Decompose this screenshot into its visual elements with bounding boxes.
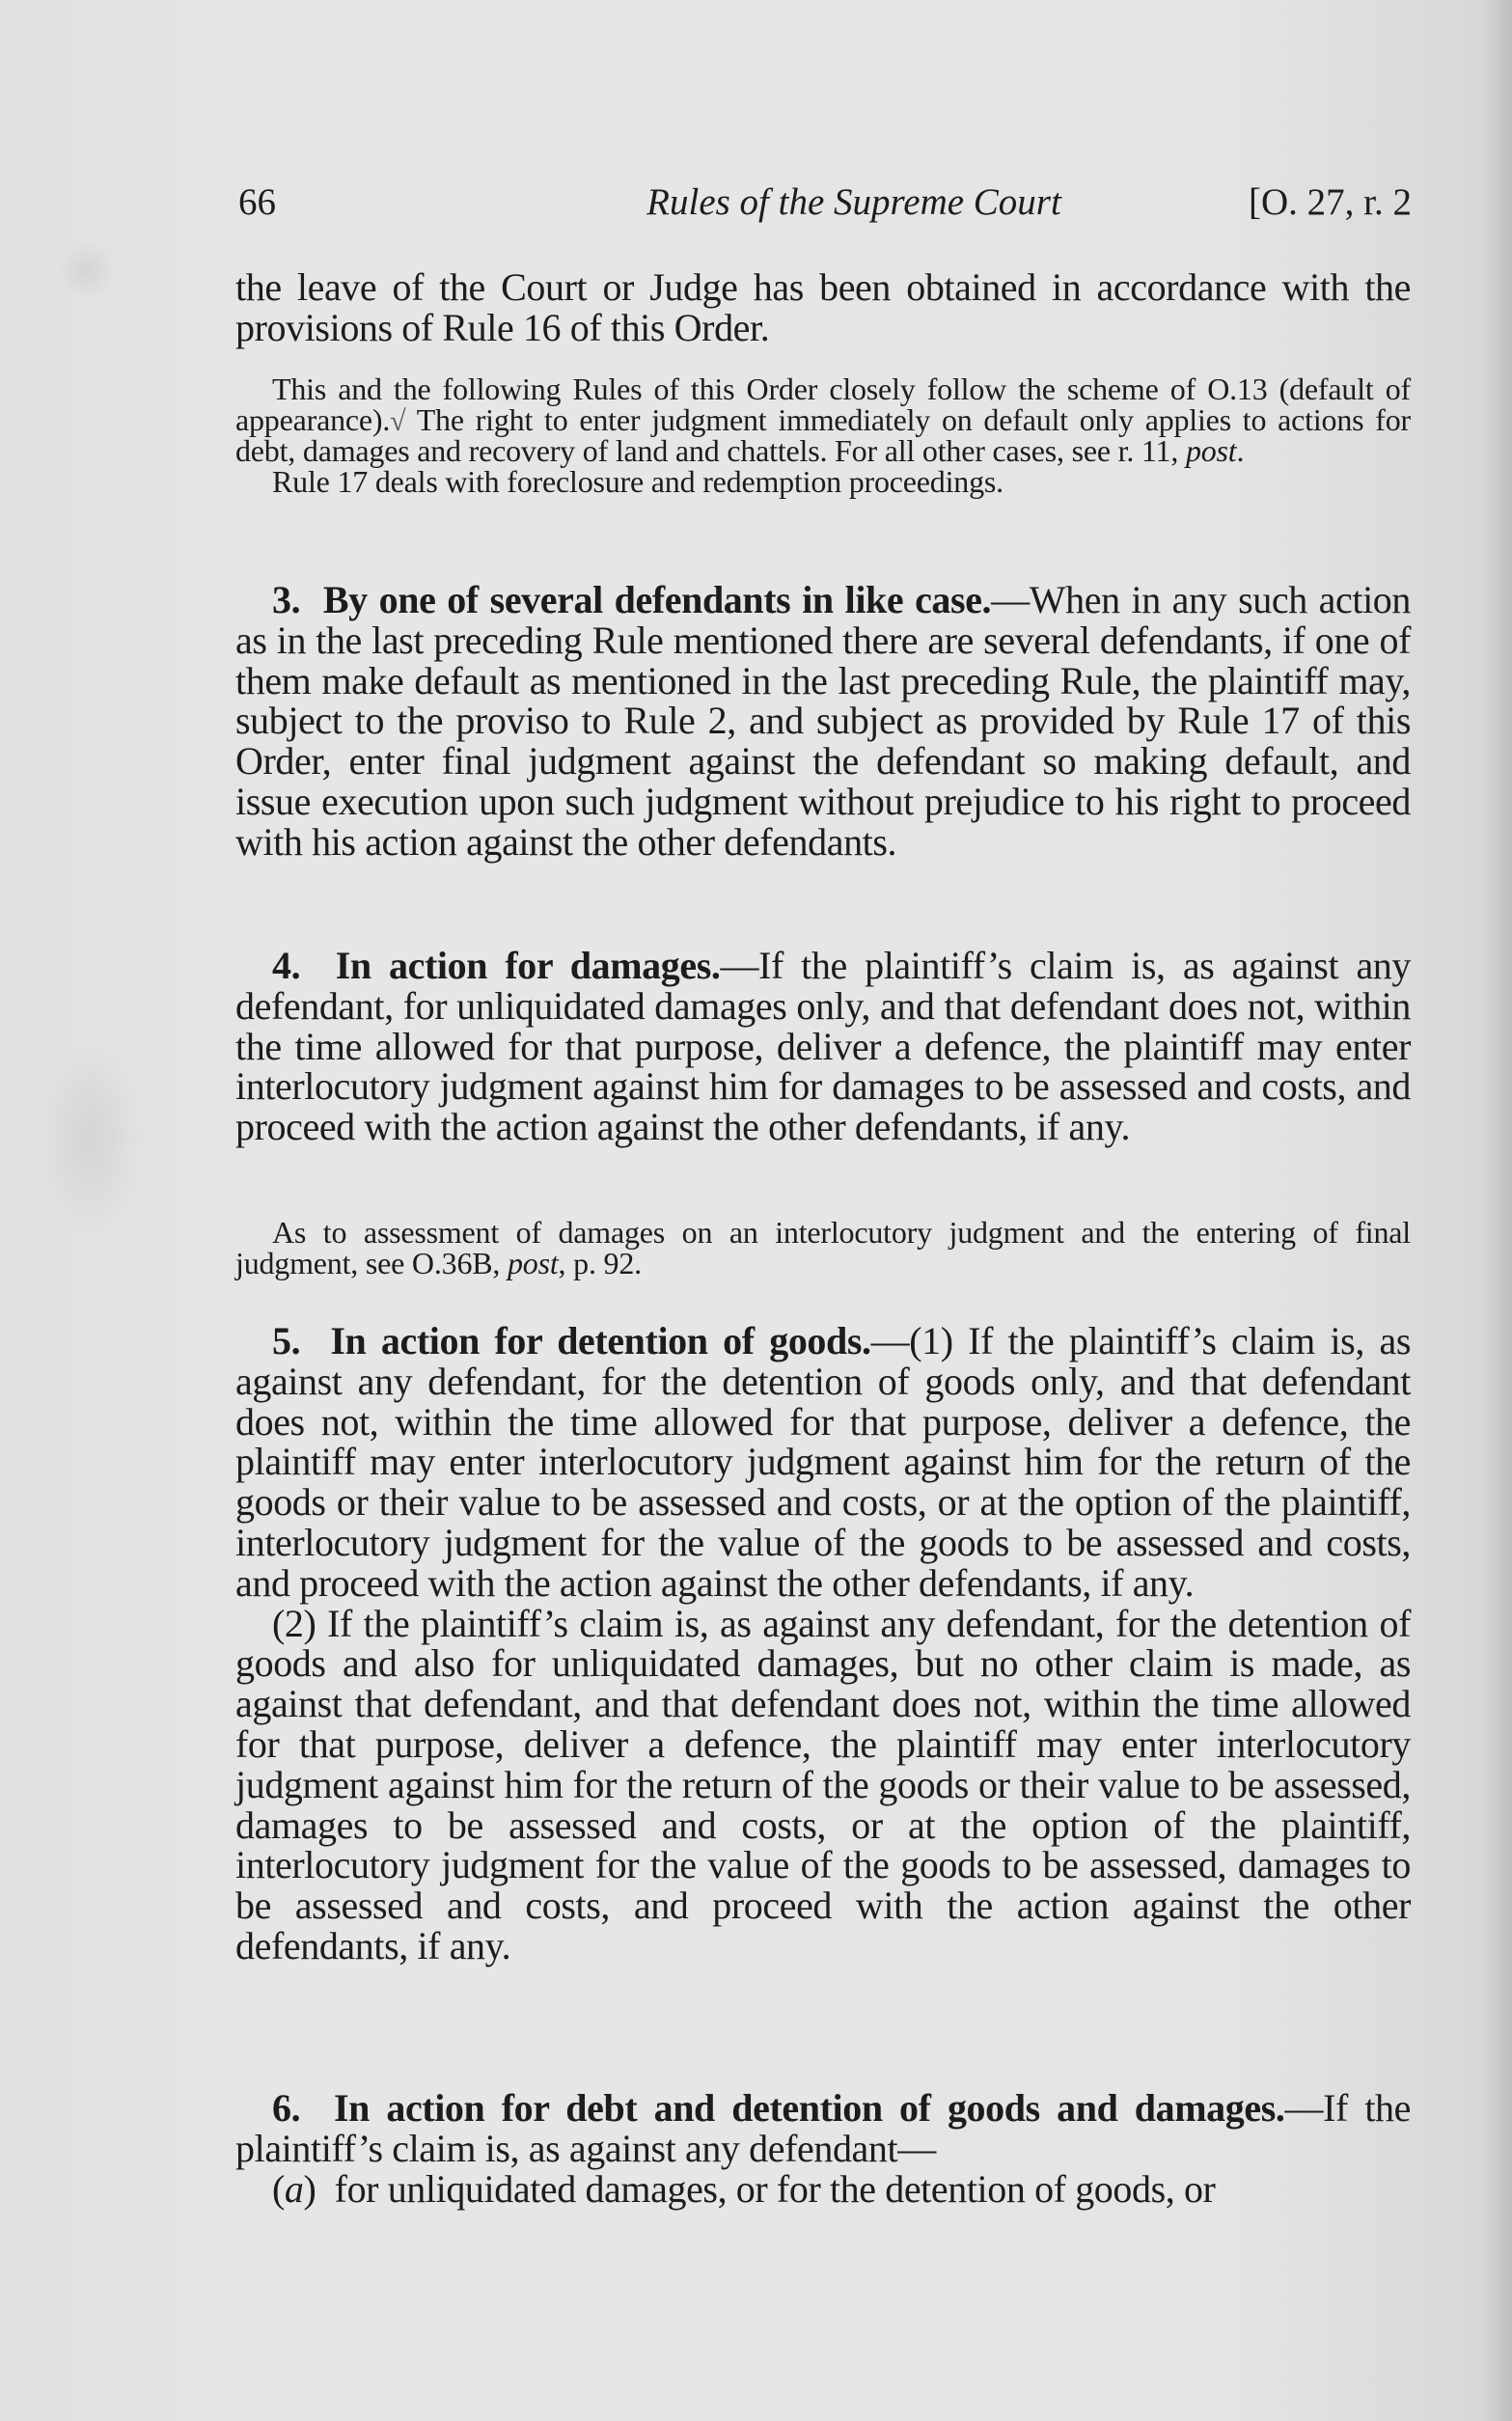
rule-6 (235, 2088, 1411, 2209)
note-paragraph: Rule 17 deals with foreclosure and redemption proceedings. (272, 463, 1003, 499)
note-paragraph: As to assessment of damages on an interlocutory judgment and the entering of final judgment, see O.36B, post, p. 92. (235, 1215, 1411, 1280)
rule-5 (235, 1321, 1411, 1967)
order-rule-reference: [O. 27, r. 2 (1249, 181, 1412, 223)
item-text: for unliquidated damages, or for the detention of goods, or (334, 2166, 1216, 2211)
continuation-paragraph: the leave of the Court or Judge has been obtained in accordance with the provisions of Rule 16 of this Order. (235, 265, 1411, 349)
running-head (238, 174, 1412, 232)
rule-number: 6. (272, 2086, 301, 2130)
rule-number: 3. (272, 578, 301, 621)
rule-text: —If the plaintiff’s claim is, as against any defendant, for unliquidated damages only, and that defendant does not, within the time allowed for that purpose, deliver a defence, the plaintiff may enter interlocutory judgment against him for damages to be assessed and costs, and proceed with the action against the other defendants, if any. (235, 944, 1412, 1149)
page-number: 66 (238, 181, 276, 223)
rule-text: —(1) If the plaintiff’s claim is, as against any defendant, for the detention of goods only, and that defendant does not, within the time allowed for that purpose, deliver a defence, the plaintiff may enter interlocutory judgment against him for the return of the goods or their value to be assessed and costs, or at the option of the plaintiff, interlocutory judgment for the value of the goods to be assessed and costs, and proceed with the action against the other defendants, if any. (235, 1319, 1412, 1605)
page-stain (58, 241, 116, 299)
item-label: a (284, 2166, 304, 2211)
rule-4 (235, 946, 1411, 1147)
rule-heading: In action for debt and detention of goods and damages. (333, 2086, 1285, 2130)
rule-text: —If the plaintiff’s claim is, as against any defendant— (235, 2086, 1411, 2170)
rule-number: 5. (272, 1319, 301, 1362)
rule-heading: In action for detention of goods. (330, 1319, 871, 1362)
rule-list-item: (a) for unliquidated damages, or for the detention of goods, or (272, 2166, 1216, 2211)
rule-number: 4. (272, 944, 301, 987)
running-title: Rules of the Supreme Court (646, 181, 1061, 223)
rule-text: —When in any such action as in the last preceding Rule mentioned there are several defendants, if one of them make default as mentioned in the last preceding Rule, the plaintiff may, subject to the proviso to Rule 2, and subject as provided by Rule 17 of this Order, enter final judgment against the defendant so making default, and issue execution upon such judgment without prejudice to his right to proceed with his action against the other defendants. (235, 578, 1411, 864)
rule-3 (235, 580, 1411, 863)
note-paragraph: This and the following Rules of this Order closely follow the scheme of O.13 (default of appearance).√ The right to enter judgment immediately on default only applies to actions for debt, damages and recovery of land and chattels. For all other cases, see r. 11, post. (235, 371, 1411, 468)
rule-heading: By one of several defendants in like case. (322, 578, 992, 621)
editorial-note (235, 371, 1411, 499)
check-mark-icon: √ (390, 404, 406, 437)
rule-subparagraph: (2) If the plaintiff’s claim is, as against any defendant, for the detention of goods and also for unliquidated damages, but no other claim is made, as against that defendant, and that defendant does not, within the time allowed for that purpose, deliver a defence, the plaintiff may enter interlocutory judgment against him for the return of the goods or their value to be assessed, damages to be assessed and costs, or at the option of the plaintiff, interlocutory judgment for the value of the goods to be assessed, damages to be assessed and costs, and proceed with the action against the other defendants, if any. (235, 1601, 1411, 1967)
editorial-note (235, 1215, 1411, 1280)
page-stain (39, 1042, 145, 1235)
rule-heading: In action for damages. (335, 944, 721, 987)
